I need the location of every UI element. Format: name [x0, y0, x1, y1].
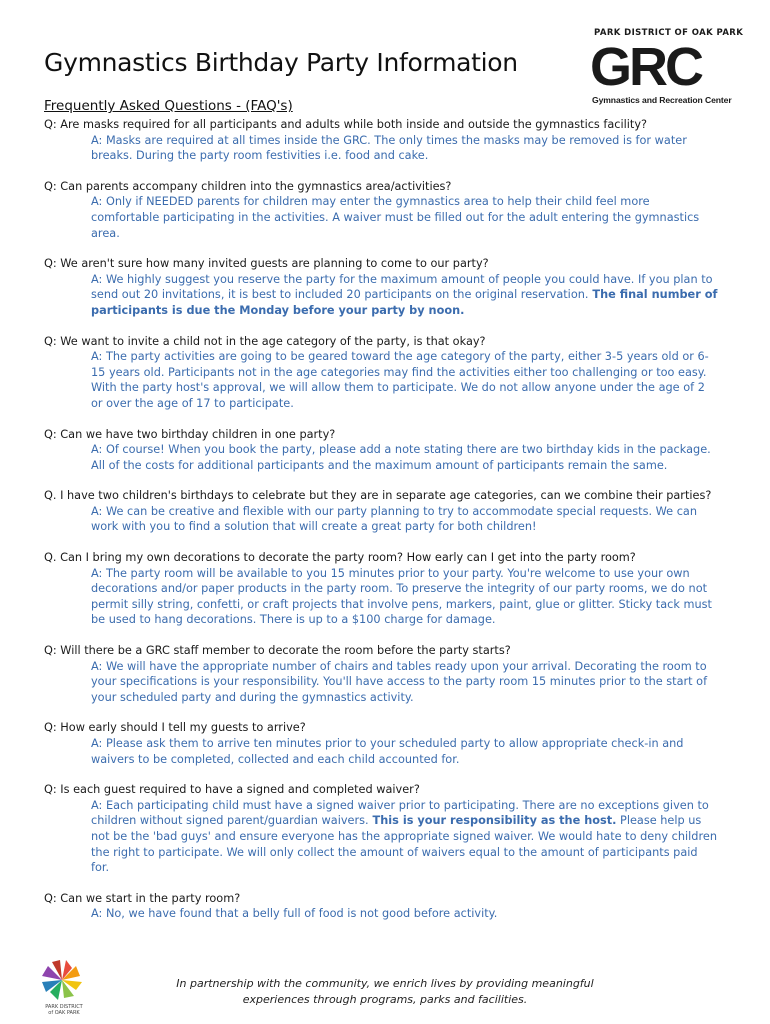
answer-prefix: A: [91, 737, 103, 750]
answer-prefix: A: [91, 566, 103, 580]
faq-question: Q: Are masks required for all participants and adults while both inside and outside the gymnastics facility? [44, 118, 648, 131]
faq-answer [91, 349, 719, 411]
faq-question: Q: Will there be a GRC staff member to decorate the room before the party starts? [44, 644, 511, 658]
faq-answer [91, 133, 719, 164]
faq-heading: Frequently Asked Questions - (FAQ's) [44, 98, 293, 114]
answer-text: No, we have found that a belly full of food is not good before activity. [105, 907, 498, 921]
logo-top-text: PARK DISTRICT OF OAK PARK [594, 28, 744, 38]
logo-mark: GRC [590, 37, 701, 97]
faq-answer [91, 736, 719, 767]
faq-item [44, 427, 744, 474]
faq-answer [91, 194, 719, 241]
answer-emphasis: This is your responsibility as the host. [368, 814, 617, 828]
answer-text: We can be creative and flexible with our party planning to try to accommodate special requests. We can work with you to find a solution that will create a great party for both children! [91, 504, 697, 534]
faq-question: Q. I have two children's birthdays to celebrate but they are in separate age categories, can we combine their parties? [44, 489, 712, 503]
answer-text: Masks are required at all times inside the GRC. The only times the masks may be removed is for water breaks. During the party room festivities i.e. food and cake. [91, 133, 687, 163]
faq-answer [91, 272, 719, 319]
answer-prefix: A: [91, 504, 103, 518]
answer-prefix: A: [91, 272, 103, 286]
faq-question: Q. Can I bring my own decorations to decorate the party room? How early can I get into the party room? [44, 551, 636, 565]
answer-prefix: A: [91, 443, 103, 457]
answer-text: The party activities are going to be geared toward the age category of the party, either 3-5 years old or 6-15 years old. Participants not in the age categories may find the activities either too challenging or too easy. With the party host's approval, we will allow them to participate. We do not allow anyone under the age of 2 or over the age of 17 to participate. [91, 350, 709, 410]
faq-item [44, 782, 744, 876]
faq-item [44, 117, 744, 164]
answer-prefix: A: [91, 798, 103, 812]
faq-answer [91, 906, 719, 922]
faq-answer [91, 566, 719, 628]
answer-prefix: A: [91, 659, 103, 673]
faq-question: Q: We aren't sure how many invited guests are planning to come to our party? [44, 257, 489, 271]
answer-prefix: A: [91, 907, 103, 921]
answer-text: We will have the appropriate number of chairs and tables ready upon your arrival. Decorating the room to your specifications is your responsibility. You'll have access to the party room 15 minutes prior to the start of your scheduled party and during the gymnastics activity. [91, 659, 708, 704]
faq-answer [91, 659, 719, 706]
answer-prefix: A: [91, 195, 103, 209]
faq-answer [91, 504, 719, 535]
footer-tagline-line1: In partnership with the community, we enrich lives by providing meaningful [176, 977, 594, 990]
answer-text: Each participating child must have a signed waiver prior to participating. There are no exceptions given to children without signed parent/guardian waivers. [91, 798, 709, 828]
faq-answer [91, 798, 719, 876]
answer-text: Of course! When you book the party, please add a note stating there are two birthday kids in the package. All of the costs for additional participants and the maximum amount of participants remain the same. [91, 443, 711, 472]
park-district-logo [40, 958, 84, 1018]
faq-item [44, 488, 744, 535]
answer-prefix: A: [91, 133, 103, 147]
pinwheel-icon [40, 958, 84, 1004]
page-title: Gymnastics Birthday Party Information [44, 48, 518, 77]
faq-item [44, 643, 744, 705]
faq-item [44, 720, 744, 767]
faq-answer [91, 442, 719, 473]
faq-question: Q: How early should I tell my guests to arrive? [44, 721, 306, 735]
logo-sub-text: Gymnastics and Recreation Center [592, 95, 732, 105]
answer-text: The party room will be available to you 15 minutes prior to your party. You're welcome to use your own decorations and/or paper products in the party room. To preserve the integrity of our party rooms, we do not permit silly string, confetti, or craft projects that involve pens, markers, paint, glue or glitter. Sticky tack must be used to hang decorations. There is up to a $100 charge for damage. [91, 566, 712, 627]
faq-item [44, 891, 744, 922]
faq-question: Q: Can we have two birthday children in one party? [44, 427, 336, 441]
answer-text-continued: Please help us not be the 'bad guys' and ensure everyone has the appropriate signed waiver. We would hate to deny children the right to participate. We will only collect the amount of waivers equal to the amount of participants paid for. [91, 814, 717, 875]
faq-question: Q: Can we start in the party room? [44, 891, 241, 905]
faq-question: Q: We want to invite a child not in the age category of the party, is that okay? [44, 334, 486, 348]
faq-question: Q: Can parents accompany children into the gymnastics area/activities? [44, 179, 452, 193]
faq-item [44, 179, 744, 241]
footer-tagline-line2: experiences through programs, parks and facilities. [242, 993, 528, 1006]
faq-item [44, 550, 744, 628]
answer-text: We highly suggest you reserve the party for the maximum amount of people you could have. If you plan to send out 20 invitations, it is best to included 20 participants on the original reservation. [91, 272, 713, 302]
faq-question: Q: Is each guest required to have a signed and completed waiver? [44, 783, 420, 797]
answer-text: Please ask them to arrive ten minutes prior to your scheduled party to allow appropriate check-in and waivers to be completed, collected and each child accounted for. [91, 737, 684, 766]
footer-tagline [150, 976, 620, 1008]
grc-logo [588, 28, 744, 108]
faq-list [44, 117, 744, 922]
answer-text: Only if NEEDED parents for children may enter the gymnastics area to help their child feel more comfortable participating in the activities. A waiver must be filled out for the adult entering the gymnastics area. [91, 195, 700, 240]
faq-item [44, 256, 744, 318]
answer-prefix: A: [91, 350, 103, 364]
park-district-label: PARK DISTRICT of OAK PARK [45, 1004, 83, 1016]
faq-item [44, 334, 744, 412]
answer-emphasis: The final number of participants is due the Monday before your party by noon. [91, 288, 718, 317]
